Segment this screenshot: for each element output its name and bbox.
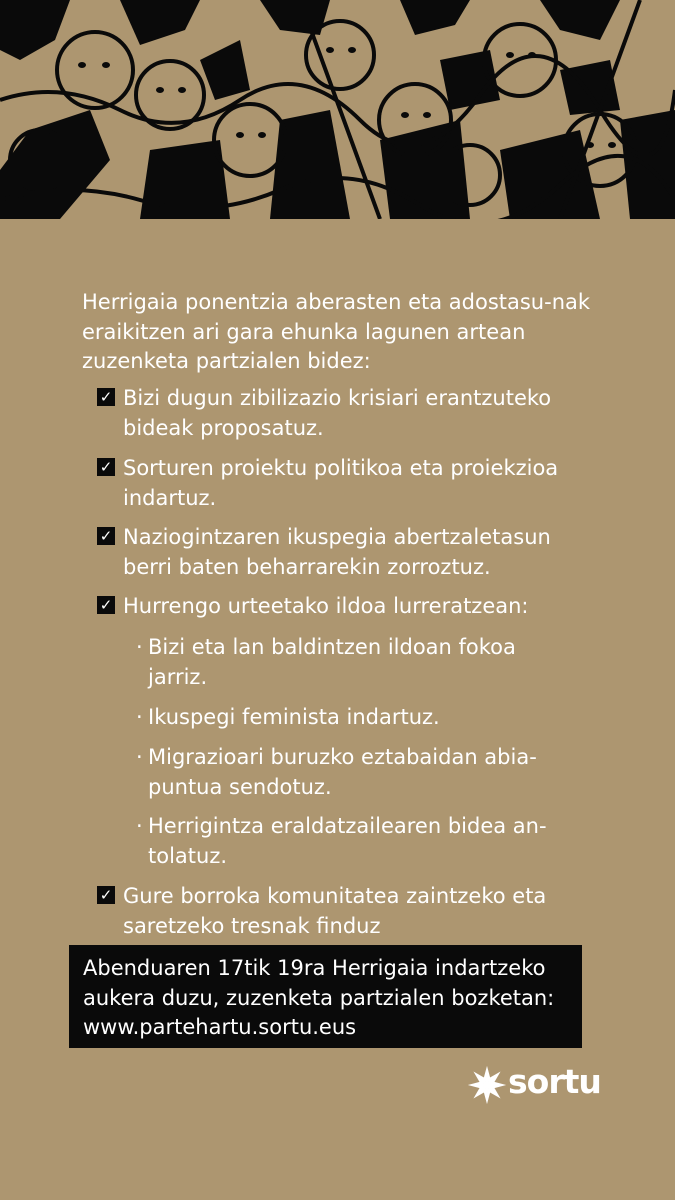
check-item [97, 882, 597, 941]
check-item [97, 592, 597, 622]
sub-item [136, 633, 576, 692]
checkbox-icon: ✓ [97, 886, 115, 904]
sub-item-text: Ikuspegi feminista indartuz. [148, 705, 440, 729]
cta-url-link[interactable]: www.partehartu.sortu.eus [83, 1015, 357, 1039]
check-item-text: Sorturen proiektu politikoa eta proiekzioa indartuz. [123, 456, 559, 510]
check-item-text: Naziogintzaren ikuspegia abertzaletasun berri baten beharrarekin zorroztuz. [123, 525, 551, 579]
bullet-icon: · [136, 635, 143, 659]
bullet-icon: · [136, 705, 143, 729]
sub-item-text: Herrigintza eraldatzailearen bidea an-tolatuz. [148, 814, 547, 868]
star-burst-icon [466, 1064, 508, 1106]
check-item-text: Bizi dugun zibilizazio krisiari erantzuteko bideak proposatuz. [123, 386, 552, 440]
sortu-logo: sortu [508, 1062, 601, 1101]
checkbox-icon: ✓ [97, 527, 115, 545]
checkbox-icon: ✓ [97, 388, 115, 406]
call-to-action-text [83, 954, 603, 1043]
check-item-text: Gure borroka komunitatea zaintzeko eta saretzeko tresnak finduz [123, 884, 547, 938]
checkbox-icon: ✓ [97, 596, 115, 614]
sub-item [136, 703, 576, 733]
check-item [97, 384, 597, 443]
intro-text: Herrigaia ponentzia aberasten eta adostasu-nak eraikitzen ari gara ehunka lagunen artean zuzenketa partzialen bidez: [82, 290, 591, 373]
check-item [97, 454, 597, 513]
sub-item [136, 743, 576, 802]
check-item [97, 523, 597, 582]
cta-line: aukera duzu, zuzenketa partzialen bozketan: [83, 985, 555, 1010]
cta-line: Abenduaren 17tik 19ra Herrigaia indartzeko [83, 956, 546, 980]
crowd-illustration-art [0, 0, 675, 219]
sub-item-text: Bizi eta lan baldintzen ildoan fokoa jarriz. [148, 635, 516, 689]
crowd-illustration [0, 0, 675, 219]
checkbox-icon: ✓ [97, 458, 115, 476]
check-item-text: Hurrengo urteetako ildoa lurreratzean: [123, 594, 529, 618]
bullet-icon: · [136, 745, 143, 769]
sub-item-text: Migrazioari buruzko eztabaidan abia-puntua sendotuz. [148, 745, 537, 799]
sub-item [136, 812, 576, 871]
bullet-icon: · [136, 814, 143, 838]
